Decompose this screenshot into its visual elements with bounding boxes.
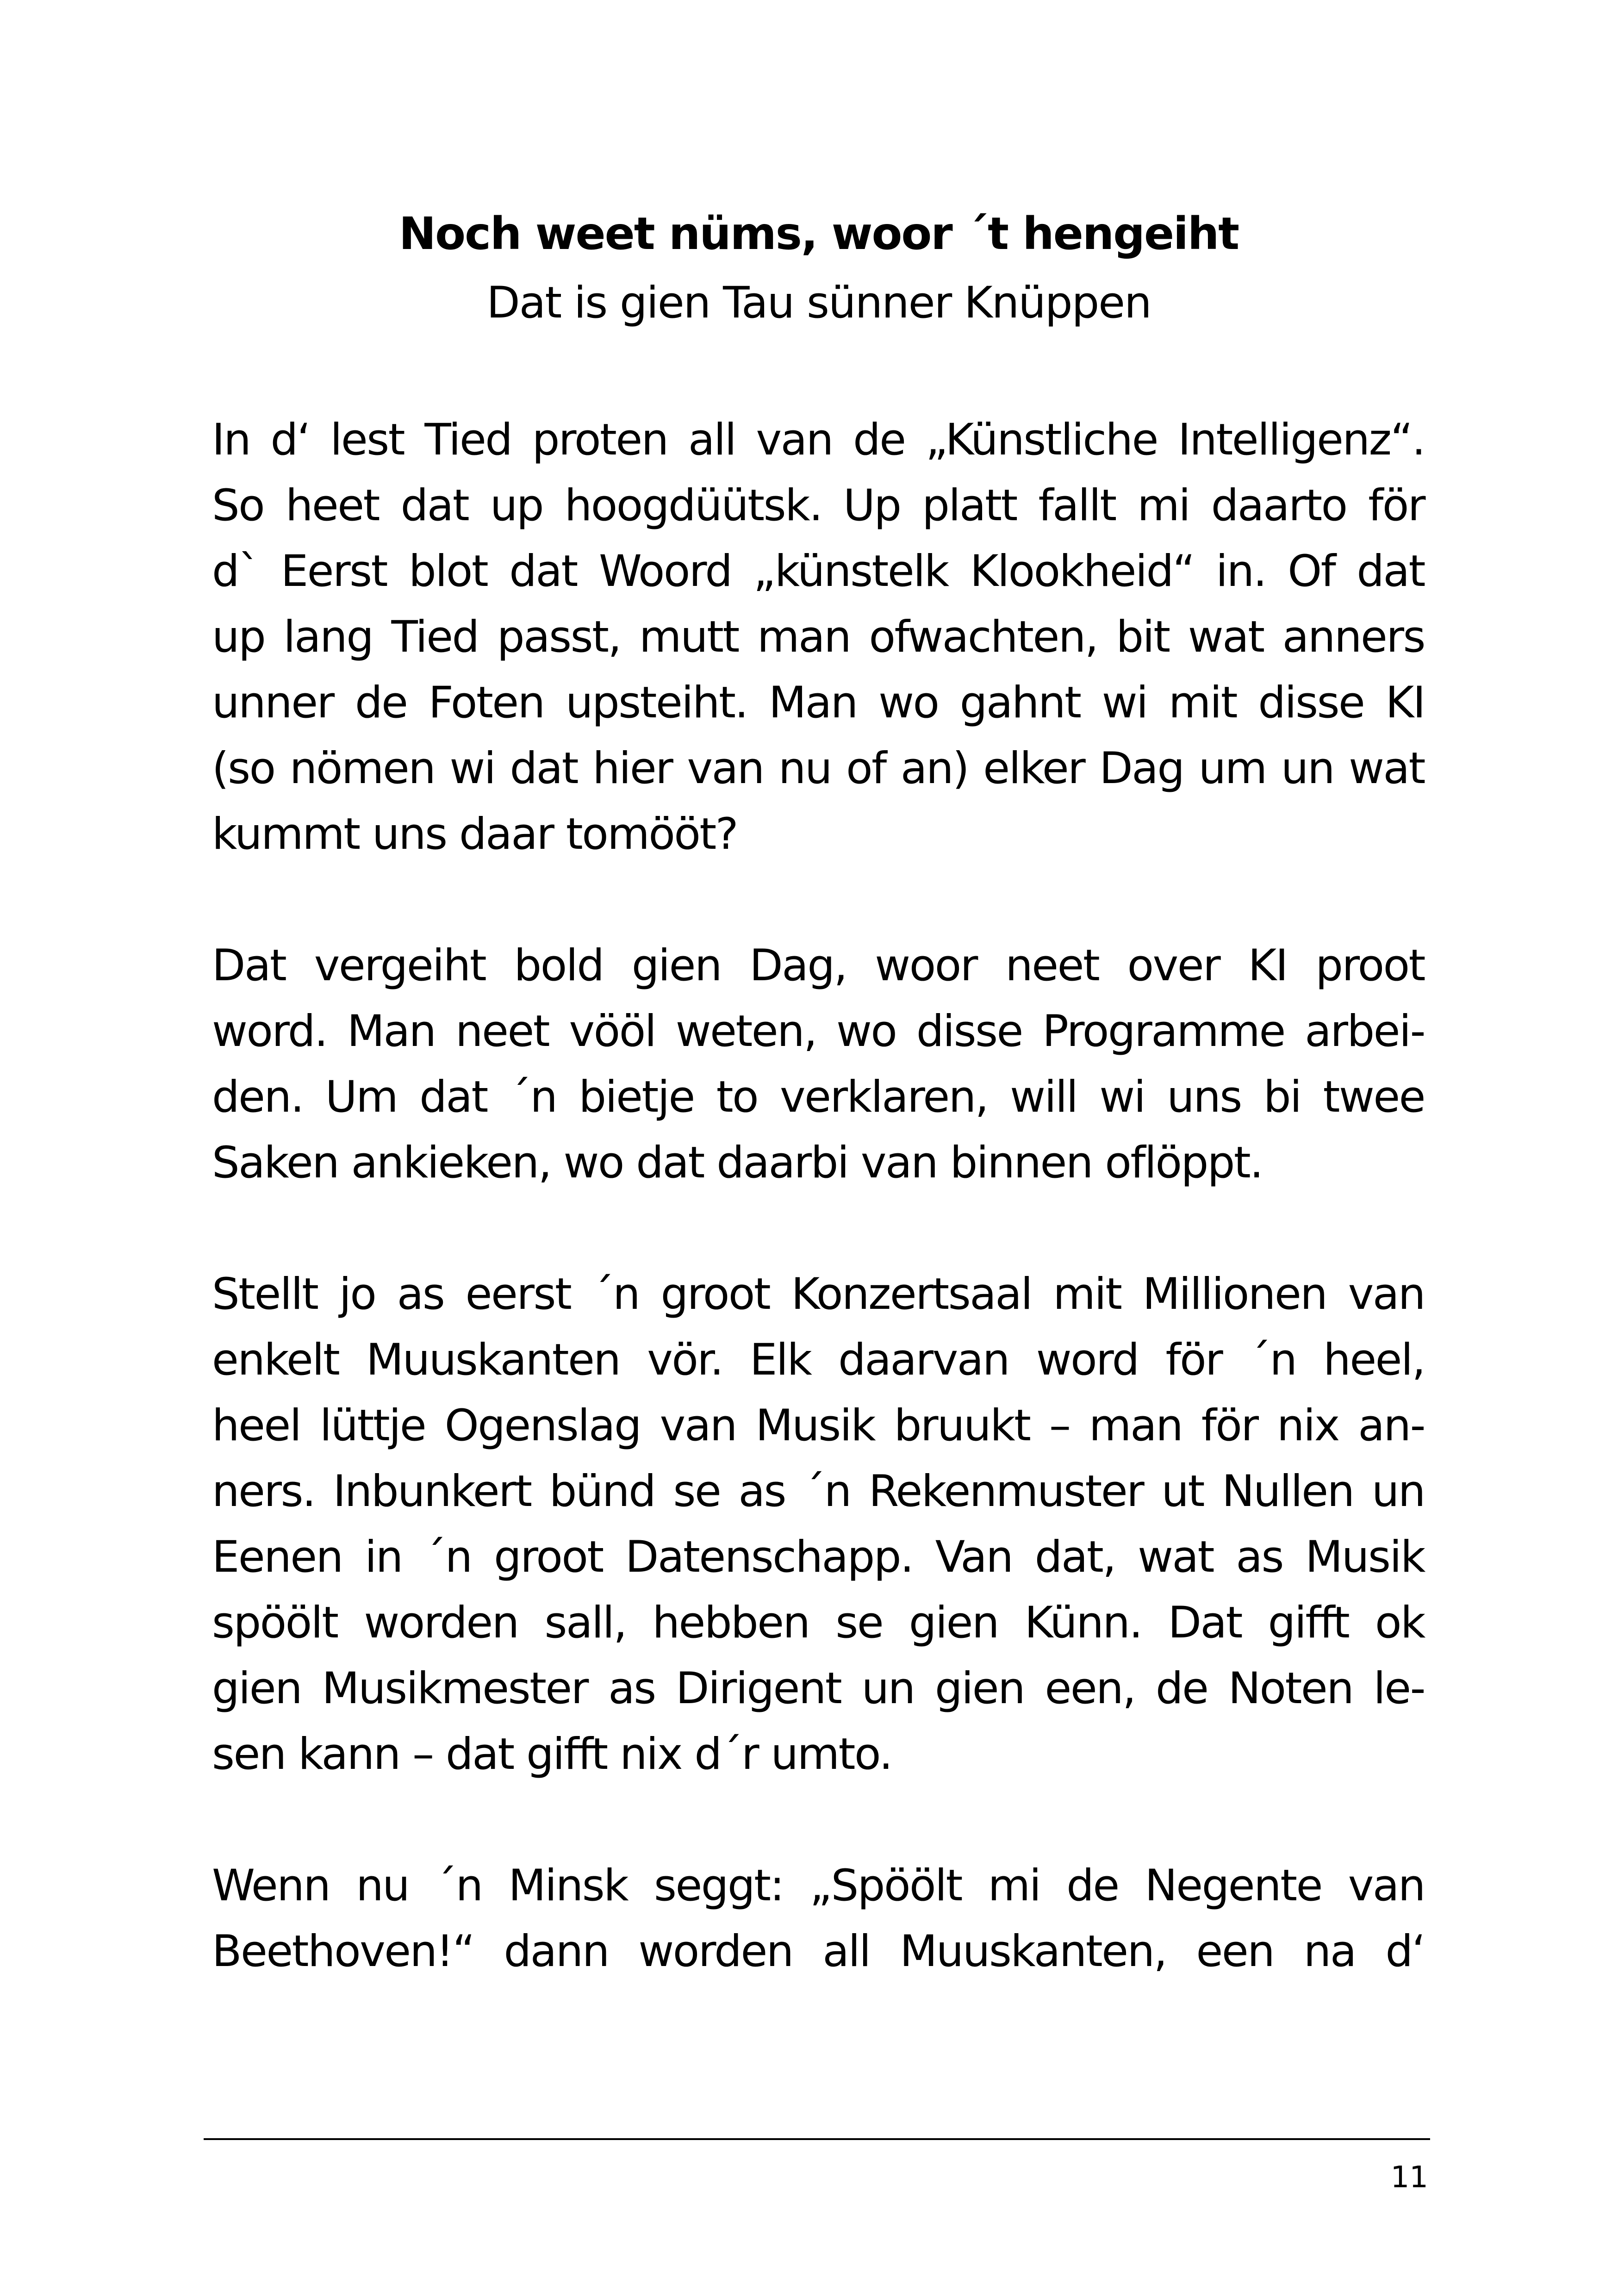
text-line: ners. Inbunkert bünd se as ´n Rekenmuster ut Nullen un: [212, 1466, 1425, 1517]
text-line: Eenen in ´n groot Datenschapp. Van dat, wat as Musik: [212, 1532, 1425, 1582]
chapter-subtitle: Dat is gien Tau sünner Knüppen: [486, 278, 1151, 328]
text-line: d` Eerst blot dat Woord „künstelk Klookheid“ in. Of dat: [212, 546, 1425, 597]
text-line: Dat vergeiht bold gien Dag, woor neet over KI proot: [212, 940, 1425, 991]
text-line: word. Man neet vööl weten, wo disse Programme arbei-: [212, 1006, 1425, 1057]
text-line: den. Um dat ´n bietje to verklaren, will wi uns bi twee: [212, 1072, 1425, 1122]
paragraph-1: [212, 407, 1425, 867]
paragraph-2: [212, 933, 1425, 1196]
text-line: heel lüttje Ogenslag van Musik bruukt – man för nix an-: [212, 1400, 1425, 1451]
text-line: Stellt jo as eerst ´n groot Konzertsaal mit Millionen van: [212, 1269, 1425, 1319]
footer-divider: [204, 2138, 1430, 2140]
body-text: [212, 407, 1425, 2050]
paragraph-4: [212, 1853, 1425, 1985]
text-line: (so nömen wi dat hier van nu of an) elker Dag um un wat: [212, 743, 1425, 794]
chapter-header: [211, 199, 1427, 338]
text-line: In d‘ lest Tied proten all van de „Künstliche Intelligenz“.: [212, 415, 1425, 465]
text-line: So heet dat up hoogdüütsk. Up platt fallt mi daarto för: [212, 480, 1425, 531]
text-line: up lang Tied passt, mutt man ofwachten, bit wat anners: [212, 612, 1425, 662]
page-number: 11: [1390, 2160, 1428, 2195]
text-line: Beethoven!“ dann worden all Muuskanten, een na d‘: [212, 1926, 1425, 1977]
text-line: unner de Foten upsteiht. Man wo gahnt wi mit disse KI: [212, 678, 1425, 728]
text-line: Saken ankieken, wo dat daarbi van binnen oflöppt.: [212, 1138, 1263, 1188]
text-line: kummt uns daar tomööt?: [212, 809, 738, 859]
paragraph-3: [212, 1262, 1425, 1787]
text-line: gien Musikmester as Dirigent un gien een, de Noten le-: [212, 1663, 1425, 1714]
text-line: enkelt Muuskanten vör. Elk daarvan word för ´n heel,: [212, 1335, 1425, 1385]
chapter-title: Noch weet nüms, woor ´t hengeiht: [398, 208, 1239, 260]
text-line: spöölt worden sall, hebben se gien Künn. Dat gifft ok: [212, 1598, 1425, 1648]
text-line: sen kann – dat gifft nix d´r umto.: [212, 1729, 892, 1780]
text-line: Wenn nu ´n Minsk seggt: „Spöölt mi de Negente van: [212, 1860, 1425, 1911]
